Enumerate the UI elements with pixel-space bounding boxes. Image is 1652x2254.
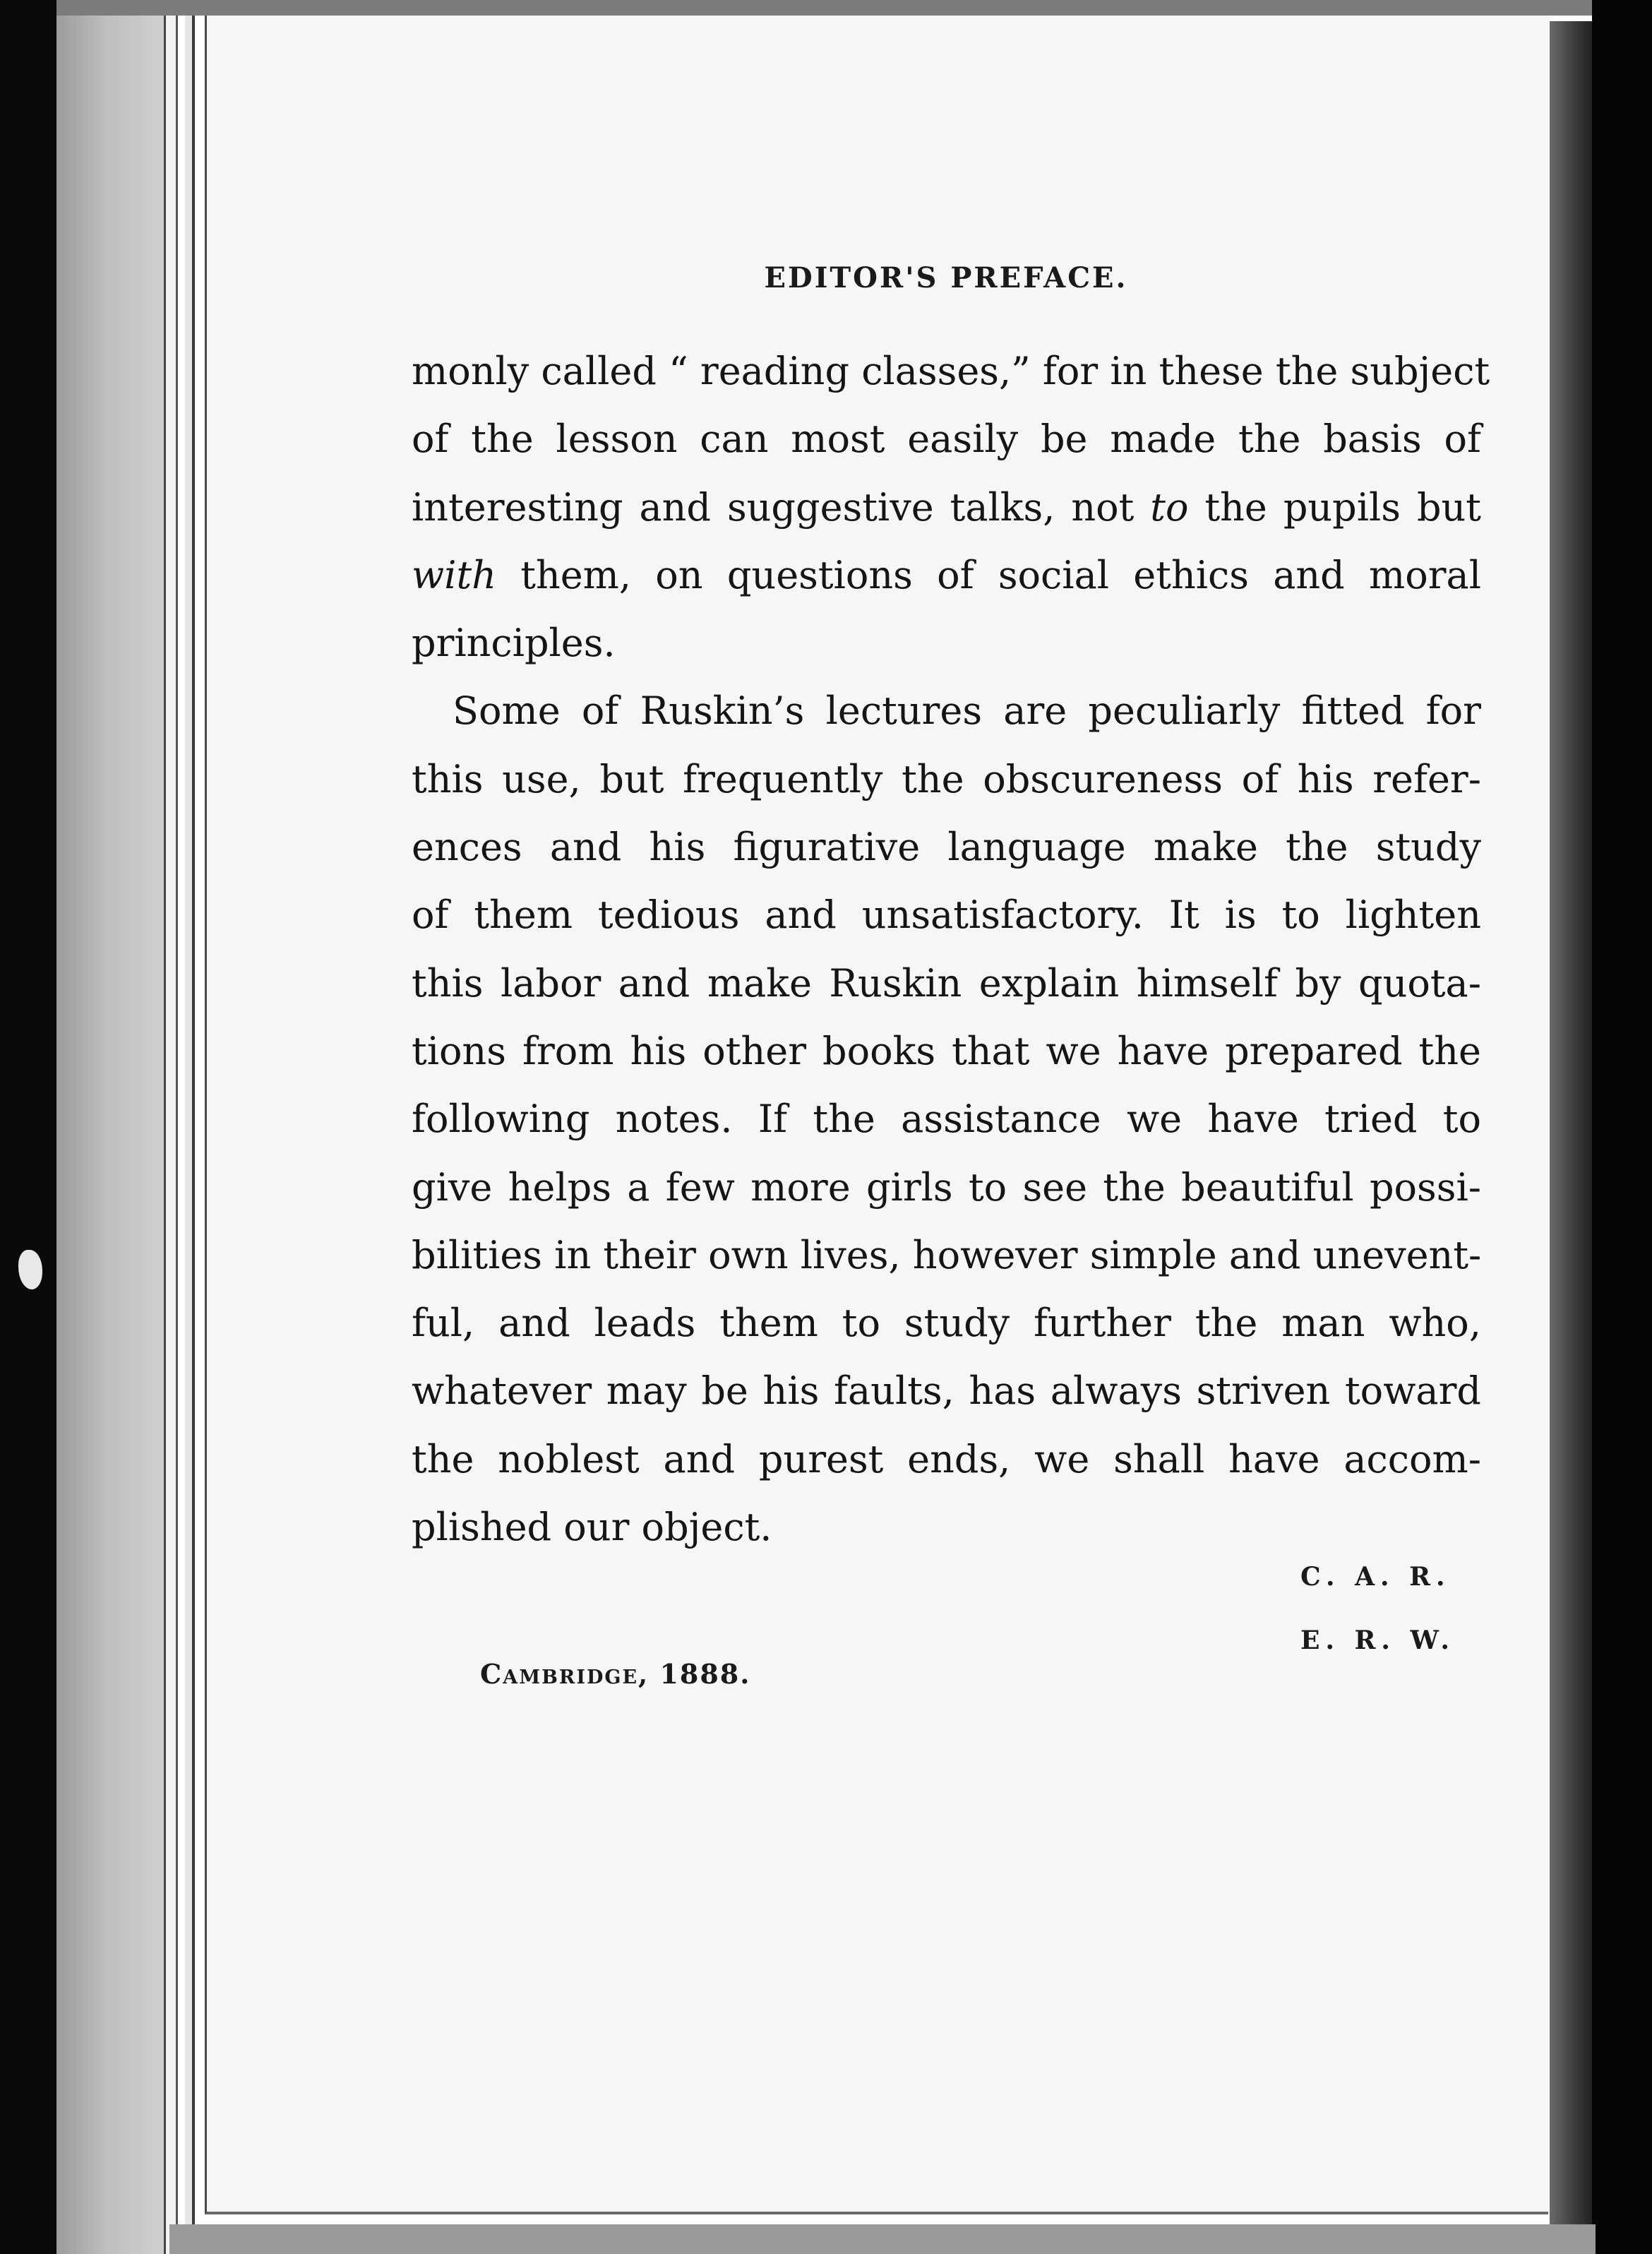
scan-left-margin: [0, 0, 56, 2254]
scan-top-band: [56, 0, 1610, 16]
text-line: of them tedious and unsatisfactory. It is to lighten: [412, 893, 1481, 938]
text-line: whatever may be his faults, has always striven toward: [412, 1368, 1481, 1414]
scan-right-edge: [1592, 0, 1652, 2254]
text-line: give helps a few more girls to see the beautiful possi-: [412, 1164, 1481, 1210]
editor-initials: E. R. W.: [1300, 1626, 1455, 1655]
text-line: plished our object.: [412, 1505, 772, 1550]
scan-bottom-band: [169, 2224, 1596, 2254]
text-line: tions from his other books that we have prepared the: [412, 1028, 1481, 1073]
text-run: the pupils but: [1188, 484, 1481, 530]
text-line: Some of Ruskin’s lectures are peculiarly fitted for: [453, 688, 1481, 734]
place-date: Cambridge, 1888.: [480, 1658, 751, 1690]
editor-initials: C. A. R.: [1300, 1562, 1451, 1592]
text-run: interesting and suggestive talks, not: [412, 484, 1151, 530]
text-line: ful, and leads them to study further the man who,: [412, 1301, 1481, 1346]
body-text: [412, 338, 1490, 1561]
text-line: following notes. If the assistance we have tried to: [412, 1097, 1481, 1142]
italic-run: with: [412, 552, 496, 597]
scan-left-gutter: [56, 0, 176, 2254]
italic-run: to: [1150, 484, 1189, 530]
text-line: of the lesson can most easily be made the basis of: [412, 417, 1481, 462]
text-line: monly called “ reading classes,” for in these the subject: [412, 349, 1490, 393]
text-line: [412, 474, 1481, 542]
page-edge: [185, 0, 195, 2254]
paragraph-2: [412, 677, 1481, 1561]
text-line: ences and his figurative language make the study: [412, 825, 1481, 870]
text-line: bilities in their own lives, however simple and unevent-: [412, 1232, 1482, 1277]
text-line: [412, 542, 1481, 609]
running-head: EDITOR'S PREFACE.: [764, 261, 1128, 294]
text-line: principles.: [412, 621, 616, 666]
text-line: this labor and make Ruskin explain himself by quota-: [412, 960, 1481, 1006]
paragraph-1: [412, 338, 1490, 677]
page-edge: [164, 0, 178, 2254]
text-line: the noblest and purest ends, we shall have accom-: [412, 1436, 1481, 1481]
text-run: them, on questions of social ethics and moral: [496, 552, 1481, 597]
scan-right-shadow: [1550, 21, 1592, 2231]
text-line: this use, but frequently the obscureness of his refer-: [412, 756, 1481, 801]
